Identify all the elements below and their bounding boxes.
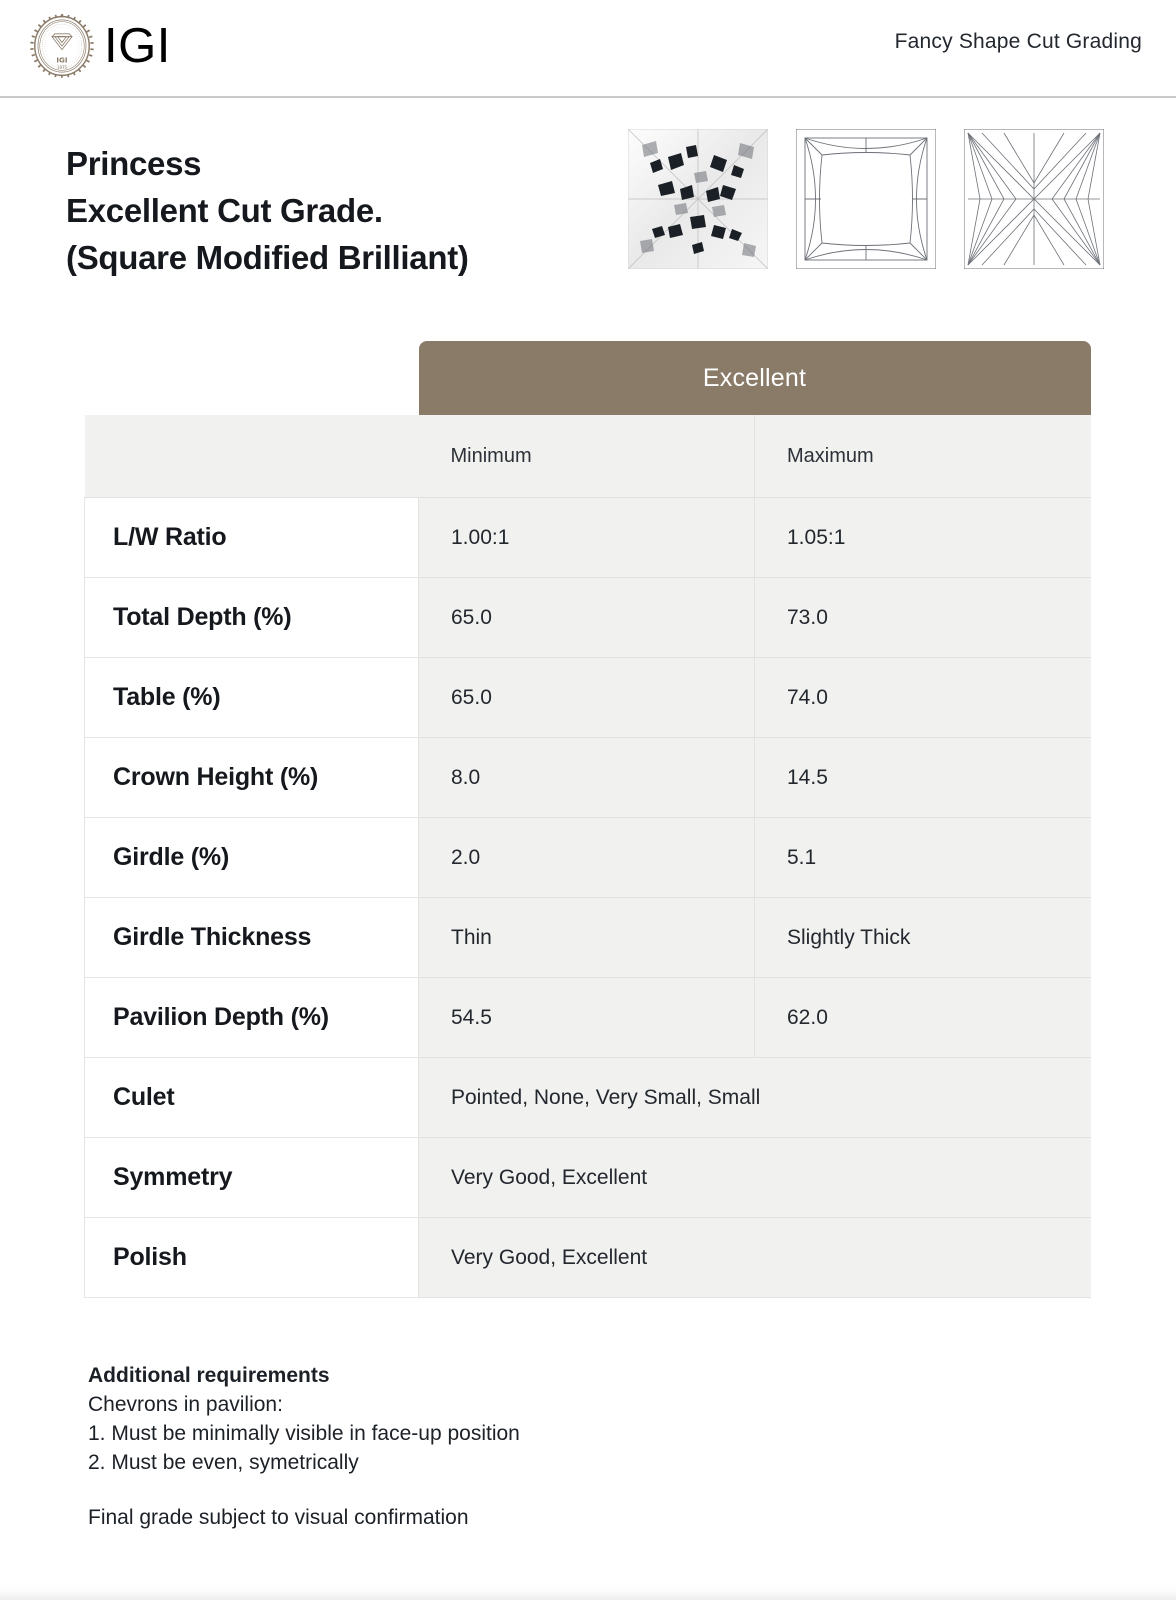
brand-name: IGI bbox=[104, 18, 171, 73]
pavilion-diagram-icon bbox=[964, 129, 1104, 269]
row-min-value: 65.0 bbox=[419, 658, 755, 738]
table-row bbox=[85, 498, 1091, 578]
header-spacer bbox=[85, 341, 419, 415]
table-row bbox=[85, 978, 1091, 1058]
row-label: Culet bbox=[85, 1058, 419, 1138]
page-bottom-edge bbox=[0, 1582, 1176, 1600]
table-column-header-row bbox=[85, 415, 1091, 498]
row-max-value: 1.05:1 bbox=[755, 498, 1091, 578]
row-min-value: 54.5 bbox=[419, 978, 755, 1058]
row-span-value: Very Good, Excellent bbox=[419, 1218, 1091, 1298]
requirements-line-1: Chevrons in pavilion: bbox=[88, 1392, 283, 1416]
requirements-heading: Additional requirements bbox=[88, 1364, 330, 1387]
grade-header-cell: Excellent bbox=[419, 341, 1091, 415]
column-header-spacer bbox=[85, 415, 419, 498]
table-row bbox=[85, 658, 1091, 738]
row-max-value: 62.0 bbox=[755, 978, 1091, 1058]
table-row bbox=[85, 1058, 1091, 1138]
table-row bbox=[85, 578, 1091, 658]
row-min-value: 1.00:1 bbox=[419, 498, 755, 578]
table-row bbox=[85, 898, 1091, 978]
row-max-value: 74.0 bbox=[755, 658, 1091, 738]
cut-grade-table bbox=[84, 341, 1091, 1298]
row-max-value: 73.0 bbox=[755, 578, 1091, 658]
row-label: L/W Ratio bbox=[85, 498, 419, 578]
row-span-value: Pointed, None, Very Small, Small bbox=[419, 1058, 1091, 1138]
row-span-value: Very Good, Excellent bbox=[419, 1138, 1091, 1218]
table-row bbox=[85, 818, 1091, 898]
table-grade-header-row bbox=[85, 341, 1091, 415]
table-row bbox=[85, 1138, 1091, 1218]
diamond-diagrams bbox=[628, 129, 1104, 269]
row-max-value: 14.5 bbox=[755, 738, 1091, 818]
requirements-line-3: 2. Must be even, symetrically bbox=[88, 1450, 359, 1474]
row-label: Symmetry bbox=[85, 1138, 419, 1218]
row-label: Pavilion Depth (%) bbox=[85, 978, 419, 1058]
additional-requirements bbox=[88, 1362, 788, 1533]
row-label: Polish bbox=[85, 1218, 419, 1298]
table-row bbox=[85, 738, 1091, 818]
title-cut-type: (Square Modified Brilliant) bbox=[66, 238, 469, 276]
svg-text:1975: 1975 bbox=[56, 64, 68, 70]
requirements-line-2: 1. Must be minimally visible in face-up position bbox=[88, 1421, 520, 1445]
table-row bbox=[85, 1218, 1091, 1298]
row-min-value: Thin bbox=[419, 898, 755, 978]
header-section-title: Fancy Shape Cut Grading bbox=[894, 30, 1142, 53]
svg-text:IGI: IGI bbox=[56, 55, 68, 65]
brand-lockup bbox=[26, 8, 171, 84]
igi-seal-icon bbox=[26, 8, 98, 84]
final-grade-note: Final grade subject to visual confirmation bbox=[88, 1505, 469, 1529]
column-header-maximum: Maximum bbox=[755, 415, 1091, 498]
row-min-value: 65.0 bbox=[419, 578, 755, 658]
row-label: Girdle (%) bbox=[85, 818, 419, 898]
row-max-value: 5.1 bbox=[755, 818, 1091, 898]
row-label: Total Depth (%) bbox=[85, 578, 419, 658]
row-label: Table (%) bbox=[85, 658, 419, 738]
row-min-value: 2.0 bbox=[419, 818, 755, 898]
page-header bbox=[0, 0, 1176, 98]
column-header-minimum: Minimum bbox=[419, 415, 755, 498]
crown-diagram-icon bbox=[796, 129, 936, 269]
row-label: Girdle Thickness bbox=[85, 898, 419, 978]
row-label: Crown Height (%) bbox=[85, 738, 419, 818]
title-grade: Excellent Cut Grade. bbox=[66, 191, 383, 229]
row-min-value: 8.0 bbox=[419, 738, 755, 818]
page-title bbox=[66, 141, 606, 282]
princess-photo-icon bbox=[628, 129, 768, 269]
row-max-value: Slightly Thick bbox=[755, 898, 1091, 978]
requirements-spacer bbox=[88, 1478, 788, 1504]
title-shape: Princess bbox=[66, 145, 202, 182]
